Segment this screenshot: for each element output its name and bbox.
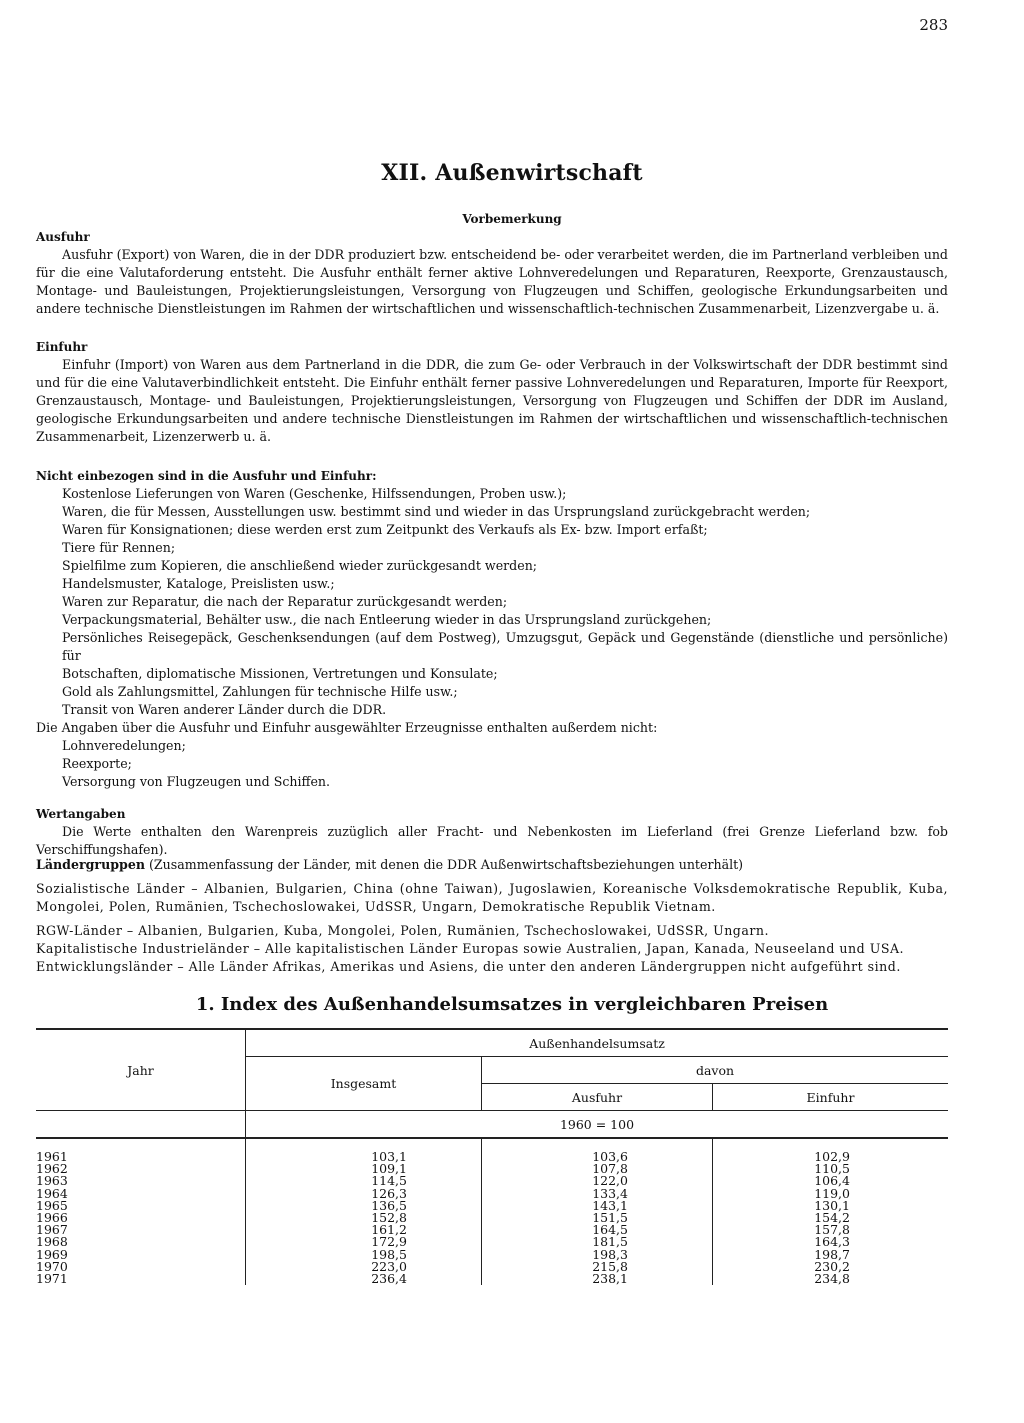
col-header-year: Jahr: [36, 1029, 246, 1111]
cell-total: 109,1: [246, 1163, 482, 1175]
cell-import: 110,5: [713, 1163, 949, 1175]
country-group: RGW-Länder – Albanien, Bulgarien, Kuba, Mongolei, Polen, Rumänien, Tschechoslowakei, UdSSR, Ungarn.: [36, 923, 770, 938]
cell-export: 181,5: [482, 1236, 713, 1248]
table-row: [36, 1224, 948, 1236]
excluded-item: Waren, die für Messen, Ausstellungen usw. bestimmt sind und wieder in das Ursprungsland zurückgebracht werden;: [62, 504, 811, 519]
cell-year: 1969: [36, 1246, 68, 1262]
cell-year: 1964: [36, 1185, 68, 1201]
cell-import: 130,1: [713, 1200, 949, 1212]
col-header-group: Außenhandelsumsatz: [246, 1029, 949, 1057]
excluded-item: Verpackungsmaterial, Behälter usw., die nach Entleerung wieder in das Ursprungsland zurückgehen;: [62, 612, 712, 627]
cell-export: 122,0: [482, 1175, 713, 1187]
excluded-item: Waren zur Reparatur, die nach der Reparatur zurückgesandt werden;: [62, 594, 508, 609]
cell-export: 198,3: [482, 1249, 713, 1261]
einfuhr-heading: Einfuhr: [36, 340, 88, 354]
cell-total: 136,5: [246, 1200, 482, 1212]
table-row: [36, 1261, 948, 1273]
products-item: Lohnveredelungen;: [62, 738, 186, 753]
einfuhr-text: Einfuhr (Import) von Waren aus dem Partnerland in die DDR, die zum Ge- oder Verbrauch in der Volkswirtschaft der DDR bestimmt sind und für die eine Valutaverbindlichkeit entsteht. Die Einfuhr enthält ferner passive Lohnveredelungen und Reparaturen, Importe für Reexport, Grenzaustausch, Montage- und Bauleistungen, Projektierungsleistungen, Versorgung von Flugzeugen und Schiffen der DDR im Ausland, geologische Erkundungsarbeiten und andere technische Dienstleistungen im Rahmen der wirtschaftlichen und wissenschaftlich-technischen Zusammenarbeit, Lizenzerwerb u. ä.: [36, 357, 948, 444]
ausfuhr-text: Ausfuhr (Export) von Waren, die in der DDR produziert bzw. entscheidend be- oder verarbeitet werden, die im Partnerland verbleiben und für die eine Valutaforderung entsteht. Die Ausfuhr enthält ferner aktive Lohnveredelungen und Reparaturen, Reexporte, Grenzaustausch, Montage- und Bauleistungen, Projektierungsleistungen, Versorgung von Flugzeugen und Schiffen, geologische Erkundungsarbeiten und andere technische Dienstleistungen im Rahmen der wirtschaftlichen und wissenschaftlich-technischen Zusammenarbeit, Lizenzvergabe u. ä.: [36, 247, 948, 316]
ausfuhr-heading: Ausfuhr: [36, 230, 90, 244]
country-group: Sozialistische Länder – Albanien, Bulgarien, China (ohne Taiwan), Jugoslawien, Koreanische Volksdemokratische Republik, Kuba, Mongolei, Polen, Rumänien, Tschechoslowakei, UdSSR, Ungarn, Demokratische Republik Vietnam.: [36, 881, 948, 914]
page-number: 283: [919, 16, 948, 34]
excluded-item: Transit von Waren anderer Länder durch die DDR.: [62, 702, 387, 717]
excluded-item: Handelsmuster, Kataloge, Preislisten usw.;: [62, 576, 335, 591]
table-row: [36, 1200, 948, 1212]
country-group: Entwicklungsländer – Alle Länder Afrikas, Amerikas und Asiens, die unter den anderen Ländergruppen nicht aufgeführt sind.: [36, 959, 901, 974]
table-row: [36, 1188, 948, 1200]
col-header-export: Ausfuhr: [482, 1084, 713, 1111]
cell-total: 126,3: [246, 1188, 482, 1200]
excluded-heading: Nicht einbezogen sind in die Ausfuhr und Einfuhr:: [36, 469, 377, 483]
cell-year: 1962: [36, 1161, 68, 1177]
cell-export: 143,1: [482, 1200, 713, 1212]
col-header-import: Einfuhr: [713, 1084, 949, 1111]
cell-import: 106,4: [713, 1175, 949, 1187]
cell-total: 103,1: [246, 1138, 482, 1163]
cell-export: 215,8: [482, 1261, 713, 1273]
col-header-davon: davon: [482, 1057, 949, 1084]
table-row: [36, 1163, 948, 1175]
table-row: [36, 1175, 948, 1187]
excluded-item: Spielfilme zum Kopieren, die anschließend wieder zurückgesandt werden;: [62, 558, 538, 573]
cell-year: 1963: [36, 1173, 68, 1189]
base-year-row: 1960 = 100: [246, 1111, 949, 1139]
excluded-section: [36, 467, 948, 791]
laendergruppen-heading-bold: Ländergruppen: [36, 857, 146, 872]
cell-total: 198,5: [246, 1249, 482, 1261]
cell-import: 154,2: [713, 1212, 949, 1224]
excluded-item: Gold als Zahlungsmittel, Zahlungen für technische Hilfe usw.;: [62, 684, 458, 699]
cell-import: 102,9: [713, 1138, 949, 1163]
cell-year: 1968: [36, 1234, 68, 1250]
cell-year: 1966: [36, 1210, 68, 1226]
cell-year: 1961: [36, 1149, 68, 1164]
table-title: 1. Index des Außenhandelsumsatzes in vergleichbaren Preisen: [195, 994, 829, 1015]
excluded-item-wrap: [36, 629, 948, 683]
wertangaben-section: [36, 805, 948, 859]
excluded-list: [36, 485, 948, 791]
products-item: Reexporte;: [62, 756, 132, 771]
cell-total: 236,4: [246, 1273, 482, 1285]
cell-year: 1971: [36, 1271, 68, 1287]
cell-year: 1967: [36, 1222, 68, 1238]
excluded-item-wrap-second: Botschaften, diplomatische Missionen, Vertretungen und Konsulate;: [62, 666, 498, 681]
excluded-item: Waren für Konsignationen; diese werden erst zum Zeitpunkt des Verkaufs als Ex- bzw. Import erfaßt;: [62, 522, 708, 537]
cell-import: 157,8: [713, 1224, 949, 1236]
laendergruppen-heading-rest: (Zusammenfassung der Länder, mit denen die DDR Außenwirtschaftsbeziehungen unterhält): [145, 857, 744, 872]
table-row: [36, 1273, 948, 1285]
table-row: [36, 1138, 948, 1163]
cell-year: 1965: [36, 1197, 68, 1213]
cell-import: 234,8: [713, 1273, 949, 1285]
excluded-item: Kostenlose Lieferungen von Waren (Geschenke, Hilfssendungen, Proben usw.);: [62, 486, 567, 501]
chapter-title: XII. Außenwirtschaft: [381, 160, 643, 186]
cell-import: 230,2: [713, 1261, 949, 1273]
table-row: [36, 1212, 948, 1224]
cell-import: 119,0: [713, 1188, 949, 1200]
ausfuhr-section: [36, 228, 948, 318]
cell-total: 172,9: [246, 1236, 482, 1248]
laendergruppen-heading: [36, 856, 948, 874]
cell-import: 164,3: [713, 1236, 949, 1248]
groups-list: [36, 880, 948, 976]
cell-export: 164,5: [482, 1224, 713, 1236]
products-item: Versorgung von Flugzeugen und Schiffen.: [62, 774, 331, 789]
wertangaben-text: Die Werte enthalten den Warenpreis zuzüglich aller Fracht- und Nebenkosten im Lieferland (frei Grenze Lieferland bzw. fob Verschiffungshafen).: [36, 824, 948, 857]
cell-export: 238,1: [482, 1273, 713, 1285]
prelim-heading: Vorbemerkung: [462, 212, 562, 226]
excluded-item: Tiere für Rennen;: [62, 540, 176, 555]
cell-total: 223,0: [246, 1261, 482, 1273]
cell-export: 107,8: [482, 1163, 713, 1175]
country-group: Kapitalistische Industrieländer – Alle kapitalistischen Länder Europas sowie Australien, Japan, Kanada, Neuseeland und USA.: [36, 941, 905, 956]
laendergruppen-section: [36, 856, 948, 976]
cell-total: 152,8: [246, 1212, 482, 1224]
col-header-total: Insgesamt: [246, 1057, 482, 1111]
products-intro: Die Angaben über die Ausfuhr und Einfuhr ausgewählter Erzeugnisse enthalten außerdem nicht:: [36, 720, 658, 735]
table-body: [36, 1138, 948, 1285]
wertangaben-heading: Wertangaben: [36, 807, 126, 821]
index-table: [36, 1028, 948, 1285]
einfuhr-section: [36, 338, 948, 446]
cell-year: 1970: [36, 1258, 68, 1274]
cell-total: 161,2: [246, 1224, 482, 1236]
cell-import: 198,7: [713, 1249, 949, 1261]
excluded-item-wrap-first: Persönliches Reisegepäck, Geschenksendungen (auf dem Postweg), Umzugsgut, Gepäck und Gegenstände (dienstliche und persönliche) für: [62, 630, 948, 663]
cell-export: 103,6: [482, 1138, 713, 1163]
cell-total: 114,5: [246, 1175, 482, 1187]
cell-export: 133,4: [482, 1188, 713, 1200]
table-row: [36, 1249, 948, 1261]
cell-export: 151,5: [482, 1212, 713, 1224]
table-row: [36, 1236, 948, 1248]
